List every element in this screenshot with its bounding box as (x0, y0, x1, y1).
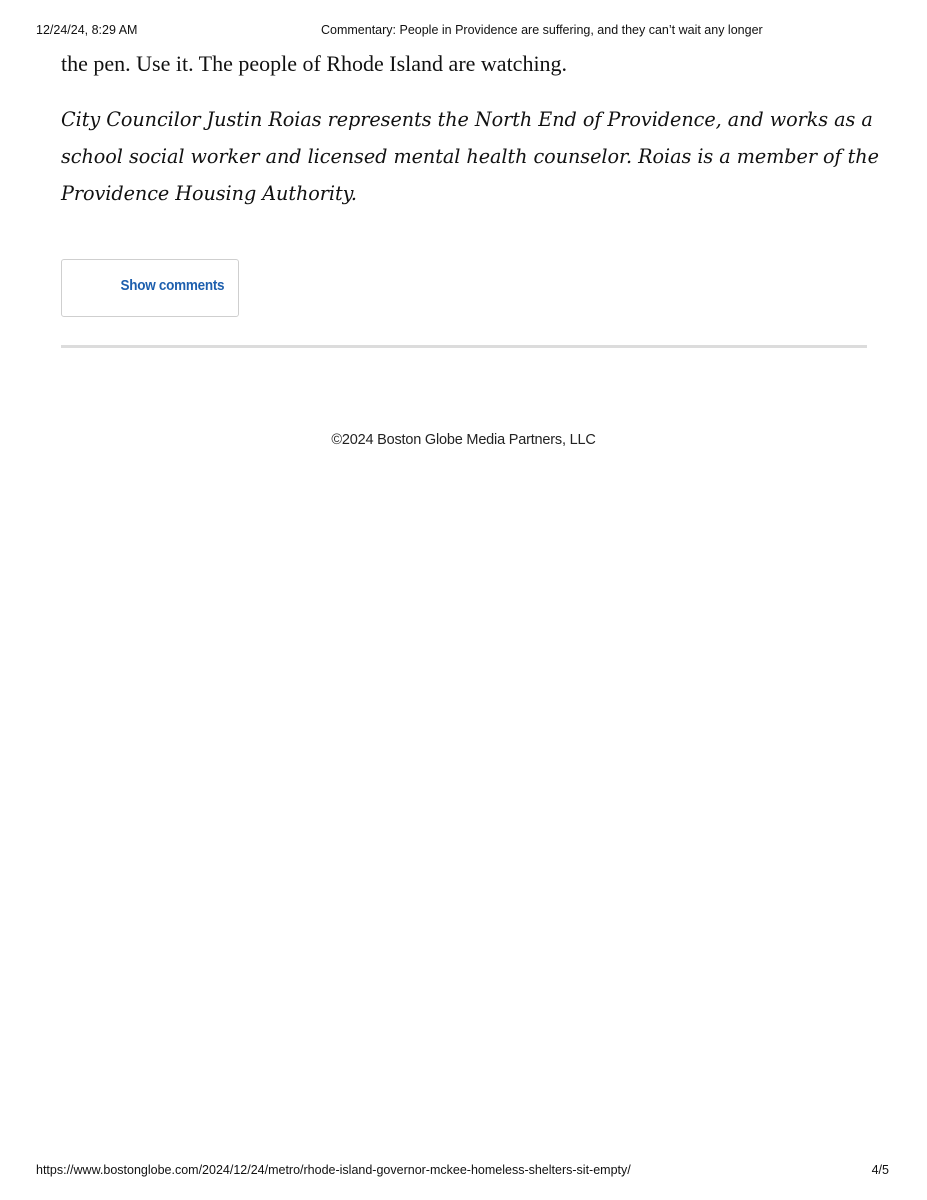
author-bio-line: school social worker and licensed mental health counselor. Roias is a member of the (61, 145, 879, 168)
print-header-title: Commentary: People in Providence are suffering, and they can’t wait any longer (321, 23, 763, 37)
author-bio-line: Providence Housing Authority. (61, 182, 357, 205)
copyright-notice: ©2024 Boston Globe Media Partners, LLC (331, 432, 596, 448)
article-closing-sentence: the pen. Use it. The people of Rhode Island are watching. (61, 51, 568, 76)
comments-box[interactable] (61, 259, 239, 317)
section-divider (61, 345, 867, 348)
author-bio (61, 101, 879, 212)
show-comments-button[interactable]: Show comments (120, 277, 224, 294)
print-footer-url: https://www.bostonglobe.com/2024/12/24/metro/rhode-island-governor-mckee-homeless-shelters-sit-empty/ (36, 1163, 631, 1177)
print-header-datetime: 12/24/24, 8:29 AM (36, 23, 138, 37)
author-bio-line: City Councilor Justin Roias represents the North End of Providence, and works as a (61, 108, 873, 131)
print-footer-page-number: 4/5 (871, 1163, 889, 1177)
